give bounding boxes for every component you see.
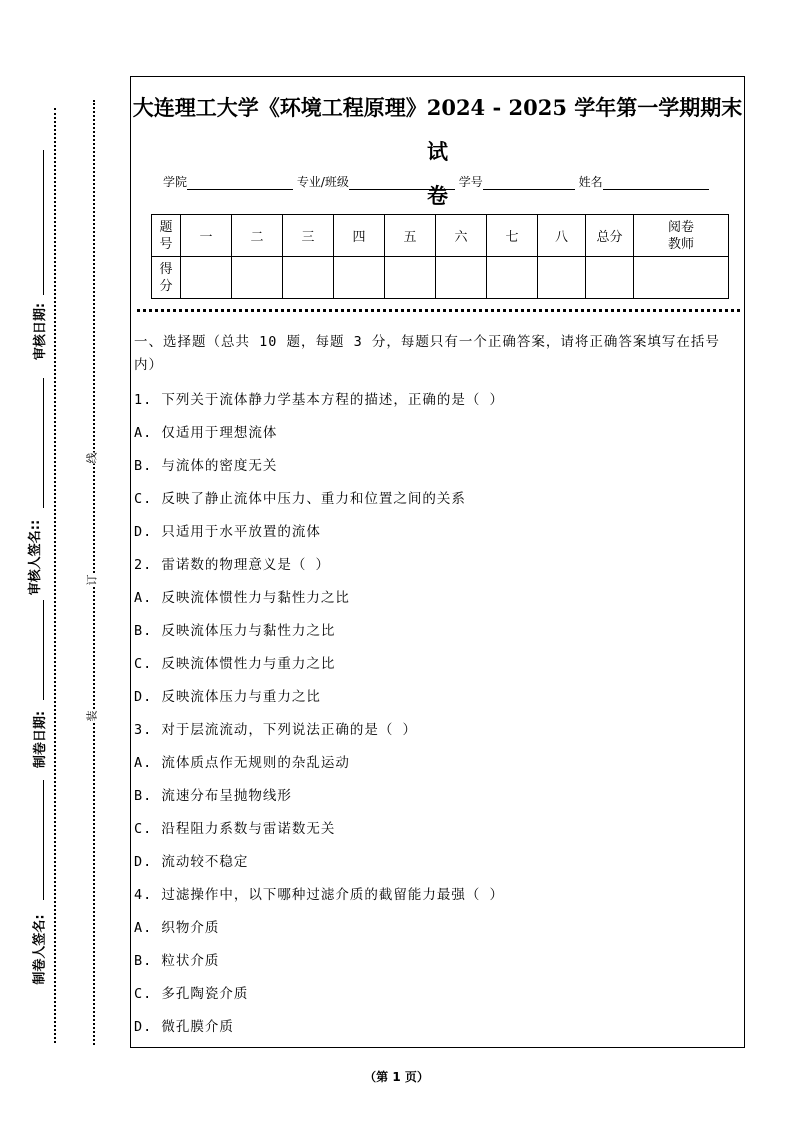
college-label: 学院	[163, 175, 188, 189]
header-cell: 三	[283, 215, 334, 257]
exam-title-line1: 大连理工大学《环境工程原理》2024 - 2025 学年第一学期期末试	[132, 95, 743, 164]
score-cell[interactable]	[283, 257, 334, 299]
student-id-field[interactable]	[483, 177, 575, 190]
page-number: （第 1 页）	[364, 1070, 429, 1084]
score-cell[interactable]	[334, 257, 385, 299]
score-cell[interactable]	[538, 257, 586, 299]
question-2-option: A. 反映流体惯性力与黏性力之比	[134, 590, 350, 606]
question-1-option: B. 与流体的密度无关	[134, 458, 278, 474]
student-info-row	[163, 173, 709, 190]
header-cell: 七	[487, 215, 538, 257]
question-4-option: C. 多孔陶瓷介质	[134, 986, 249, 1002]
line-char: 线	[85, 452, 99, 464]
question-1-option: C. 反映了静止流体中压力、重力和位置之间的关系	[134, 491, 466, 507]
zhuang-char: 装	[85, 710, 99, 722]
reviewer-sign-label: 审核人签名::	[28, 519, 44, 596]
score-table-header-row	[152, 215, 729, 257]
header-cell: 一	[181, 215, 232, 257]
exam-title	[130, 86, 745, 218]
score-cell[interactable]	[232, 257, 283, 299]
binding-dotted-line-inner	[93, 100, 95, 1045]
header-cell: 五	[385, 215, 436, 257]
name-label: 姓名	[578, 175, 603, 189]
header-cell: 四	[334, 215, 385, 257]
binding-dotted-line-outer	[54, 108, 56, 1043]
question-3-option: C. 沿程阻力系数与雷诺数无关	[134, 821, 336, 837]
score-cell[interactable]	[487, 257, 538, 299]
college-field[interactable]	[187, 177, 293, 190]
score-table-score-row	[152, 257, 729, 299]
header-cell: 总分	[586, 215, 634, 257]
score-cell[interactable]	[436, 257, 487, 299]
question-1-option: A. 仅适用于理想流体	[134, 425, 278, 441]
question-3-option: D. 流动较不稳定	[134, 854, 249, 870]
question-4-option: D. 微孔膜介质	[134, 1019, 234, 1035]
question-2-option: D. 反映流体压力与重力之比	[134, 689, 321, 705]
maker-sign-label: 制卷人签名:	[32, 914, 48, 985]
header-cell: 二	[232, 215, 283, 257]
reviewer-date-label: 审核日期:	[33, 302, 49, 361]
score-cell[interactable]	[181, 257, 232, 299]
exam-title-line2: 卷	[427, 183, 448, 208]
header-cell: 阅卷教师	[634, 215, 729, 257]
question-4-option: B. 粒状介质	[134, 953, 220, 969]
section-divider	[137, 309, 740, 312]
question-4-option: A. 织物介质	[134, 920, 220, 936]
question-3: 3. 对于层流流动，下列说法正确的是（ ）	[134, 722, 418, 738]
ding-char: 订	[85, 574, 99, 586]
section-1-heading: 一、选择题（总共 10 题，每题 3 分，每题只有一个正确答案，请将正确答案填写在括号内）	[134, 334, 720, 373]
question-1: 1. 下列关于流体静力学基本方程的描述，正确的是（ ）	[134, 392, 505, 408]
score-row-label: 得分	[152, 257, 181, 299]
name-field[interactable]	[603, 177, 709, 190]
score-table	[151, 214, 729, 299]
question-2-option: C. 反映流体惯性力与重力之比	[134, 656, 336, 672]
reviewer-date-line	[43, 150, 44, 295]
score-cell[interactable]	[634, 257, 729, 299]
question-2: 2. 雷诺数的物理意义是（ ）	[134, 557, 331, 573]
reviewer-sign-line	[43, 378, 44, 508]
question-3-option: A. 流体质点作无规则的杂乱运动	[134, 755, 350, 771]
question-4: 4. 过滤操作中，以下哪种过滤介质的截留能力最强（ ）	[134, 887, 505, 903]
maker-date-label: 制卷日期:	[33, 710, 49, 769]
question-2-option: B. 反映流体压力与黏性力之比	[134, 623, 336, 639]
major-field[interactable]	[349, 177, 455, 190]
header-cell: 题号	[152, 215, 181, 257]
student-id-label: 学号	[458, 175, 483, 189]
score-cell[interactable]	[385, 257, 436, 299]
question-1-option: D. 只适用于水平放置的流体	[134, 524, 321, 540]
header-cell: 八	[538, 215, 586, 257]
maker-date-line	[43, 600, 44, 700]
score-cell[interactable]	[586, 257, 634, 299]
maker-sign-line	[43, 780, 44, 900]
question-3-option: B. 流速分布呈抛物线形	[134, 788, 292, 804]
major-label: 专业/班级	[296, 175, 349, 189]
header-cell: 六	[436, 215, 487, 257]
